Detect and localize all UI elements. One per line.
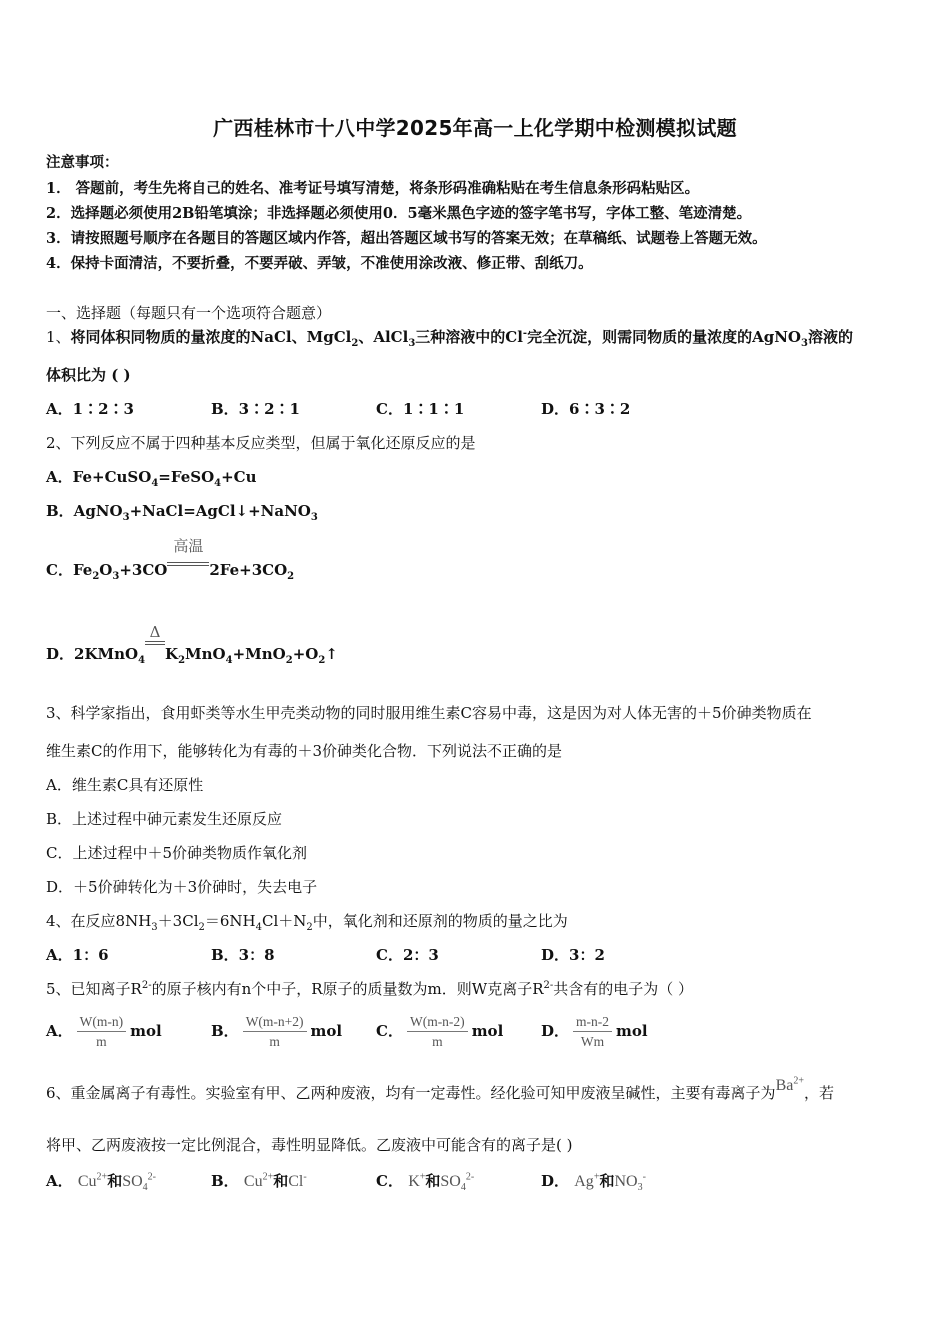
option-c[interactable] [46,537,295,582]
ion-charge: 2- [465,1171,475,1183]
option-d[interactable]: D．3：2 [541,946,605,964]
stem-text: 中，氧化剂和还原剂的物质的量之比为 [312,912,568,930]
option-label: C． [376,1172,403,1190]
stem-text: 、AlCl [358,328,409,346]
option-a[interactable]: A．维生素C具有还原性 [46,776,204,794]
question-1-stem [46,326,853,349]
and-word: 和 [273,1172,289,1190]
option-b[interactable]: B．3∶2∶1 [211,400,300,418]
option-a[interactable] [46,1170,211,1193]
reaction-condition: Δ [149,623,161,641]
stem-text: 将同体积同物质的量浓度的NaCl、MgCl [70,328,352,346]
fraction [407,1014,468,1050]
option-b[interactable] [46,500,318,523]
subscript: 3 [800,338,808,349]
ion-symbol: Ba [775,1077,794,1094]
and-word: 和 [425,1172,441,1190]
superscript: - [522,328,528,339]
option-b[interactable] [211,1170,376,1193]
ion-symbol: NO [614,1173,638,1190]
notes-heading: 注意事项： [46,154,119,171]
option-a[interactable] [46,1014,211,1050]
equals-rule [145,644,165,645]
ion-subscript: 3 [637,1182,643,1194]
question-1-stem-line2: 体积比为 ( ) [46,366,131,384]
note-item: 4．保持卡面清洁，不要折叠，不要弄破、弄皱，不准使用涂改液、修正带、刮纸刀。 [46,255,593,272]
unit: mol [616,1022,648,1040]
subscript: 2 [92,571,100,582]
option-text: +Cu [221,468,257,486]
and-word: 和 [599,1172,615,1190]
denominator: Wm [580,1034,605,1049]
stem-text: 溶液的 [807,328,853,346]
option-text: D．2KMnO [46,645,139,663]
subscript: 3 [112,571,120,582]
subscript: 4 [151,478,159,489]
option-b[interactable]: B．3：8 [211,946,275,964]
question-2-stem: 2、下列反应不属于四种基本反应类型，但属于氧化还原反应的是 [46,434,476,452]
superscript: 2- [543,980,554,991]
subscript: 3 [122,512,130,523]
ion [288,1173,306,1190]
ion-charge: 2+ [96,1171,108,1183]
option-c[interactable]: C．2：3 [376,946,439,964]
option-label: D． [541,1022,570,1040]
stem-text: ，若 [803,1084,834,1102]
stem-text: 的原子核内有n个中子，R原子的质量数为m．则W克离子R [151,980,544,998]
subscript: 3 [408,338,416,349]
ion-symbol: K [408,1173,420,1190]
stem-text: Cl＋N [262,912,307,930]
option-text: C．Fe [46,561,93,579]
question-1-options [46,398,906,419]
option-label: A． [46,1172,73,1190]
option-text: B．AgNO [46,502,123,520]
stem-text: 完全沉淀，则需同物质的量浓度的AgNO [527,328,801,346]
ion [122,1171,156,1194]
option-c[interactable]: C．1∶1∶1 [376,400,465,418]
option-label: B． [211,1172,239,1190]
numerator: W(m-n) [77,1014,126,1032]
stem-text: ＝6NH [204,912,256,930]
note-item: 2．选择题必须使用2B铅笔填涂；非选择题必须使用0．5毫米黑色字迹的签字笔书写，字体工整、笔迹清楚。 [46,205,752,222]
ion-subscript: 4 [460,1182,466,1194]
option-c[interactable]: C．上述过程中＋5价砷类物质作氧化剂 [46,844,308,862]
ion [408,1173,425,1190]
note-item: 3．请按照题号顺序在各题目的答题区域内作答，超出答题区域书写的答案无效；在草稿纸、试题卷上答题无效。 [46,230,767,247]
ion-charge: + [419,1171,426,1183]
unit: mol [130,1022,162,1040]
ion [78,1173,107,1190]
denominator: m [432,1034,443,1049]
option-d[interactable] [46,623,338,666]
ion-symbol: Cu [77,1173,97,1190]
ion-charge: 2+ [262,1171,274,1183]
numerator: W(m-n-2) [407,1014,468,1032]
stem-text: 6、重金属离子有毒性。实验室有甲、乙两种废液，均有一定毒性。经化验可知甲废液呈碱性，主要有毒离子为 [46,1084,776,1102]
denominator: m [269,1034,280,1049]
option-text: +MnO [232,645,286,663]
option-text: +NaCl=AgCl↓+NaNO [129,502,311,520]
ion-symbol: SO [440,1173,461,1190]
question-6-stem [46,1075,834,1103]
option-text: +3CO [119,561,168,579]
question-number: 1、 [46,328,71,346]
fraction [77,1014,126,1050]
reaction-arrow [167,537,209,577]
numerator: m-n-2 [573,1014,612,1032]
and-word: 和 [107,1172,123,1190]
superscript: 2- [141,980,152,991]
subscript: 4 [255,922,262,933]
question-5-stem [46,978,693,999]
subscript: 4 [225,655,233,666]
option-text: K [165,645,179,663]
reaction-arrow [145,623,165,661]
stem-text: ＋3Cl [157,912,199,930]
option-text: ↑ [325,645,338,663]
subscript: 4 [214,478,222,489]
ion-symbol: Cl [288,1173,304,1190]
question-4-options [46,944,906,965]
subscript: 2 [351,338,359,349]
note-item: 1． 答题前，考生先将自己的姓名、准考证号填写清楚，将条形码准确粘贴在考生信息条形码粘贴区。 [46,180,700,197]
option-a[interactable]: A．1∶2∶3 [46,400,134,418]
numerator: W(m-n+2) [243,1014,307,1032]
option-d[interactable] [541,1170,706,1193]
option-d[interactable]: D．＋5价砷转化为＋3价砷时，失去电子 [46,878,318,896]
option-c[interactable] [376,1170,541,1193]
ion [440,1171,475,1194]
question-5-options [46,1014,906,1050]
ion-charge: + [593,1171,600,1183]
ion-charge: - [303,1171,307,1183]
option-text: MnO [185,645,226,663]
stem-text: 共含有的电子为（ ） [553,980,694,998]
option-d[interactable] [541,1014,706,1050]
option-text: O [99,561,113,579]
subscript: 2 [198,922,205,933]
option-text: +O [292,645,319,663]
subscript: 2 [178,655,186,666]
question-6-stem-line2: 将甲、乙两废液按一定比例混合，毒性明显降低。乙废液中可能含有的离子是( ) [46,1136,573,1154]
option-text: 2Fe+3CO [209,561,288,579]
option-label: A． [46,1022,73,1040]
page-title: 广西桂林市十八中学2025年高一上化学期中检测模拟试题 [213,116,737,140]
ion [614,1171,646,1194]
equals-rule [145,641,165,642]
unit: mol [310,1022,343,1040]
option-label: B． [211,1022,239,1040]
equals-rule [167,565,209,566]
fraction [243,1014,307,1050]
ion [244,1173,273,1190]
ion-symbol: Cu [243,1173,263,1190]
subscript: 3 [151,922,158,933]
fraction [573,1014,612,1050]
question-4-stem [46,910,568,933]
ion [574,1173,599,1190]
ion-symbol: SO [122,1173,143,1190]
option-c[interactable] [376,1014,541,1050]
unit: mol [471,1022,504,1040]
question-3-stem-line2: 维生素C的作用下，能够转化为有毒的＋3价砷类化合物．下列说法不正确的是 [46,742,563,760]
subscript: 2 [287,571,295,582]
option-d[interactable]: D．6∶3∶2 [541,400,631,418]
question-6-options [46,1170,906,1193]
denominator: m [96,1034,107,1049]
stem-text: 5、已知离子R [46,980,142,998]
ion-subscript: 4 [142,1182,148,1194]
ion-charge: 2- [147,1171,156,1183]
subscript: 2 [285,655,293,666]
section-heading: 一、选择题（每题只有一个选项符合题意） [46,304,332,322]
option-label: C． [376,1022,403,1040]
option-b[interactable] [211,1014,376,1050]
option-a[interactable] [46,466,257,489]
reaction-condition: 高温 [173,537,204,555]
ion-ba [776,1077,804,1094]
subscript: 2 [318,655,326,666]
ion-charge: - [642,1171,646,1183]
ion-symbol: Ag [574,1173,594,1190]
option-label: D． [541,1172,570,1190]
equals-rule [167,562,209,563]
question-3-stem: 3、科学家指出，食用虾类等水生甲壳类动物的同时服用维生素C容易中毒，这是因为对人体无害的＋5价砷类物质在 [46,704,812,722]
subscript: 3 [310,512,318,523]
stem-text: 4、在反应8NH [46,912,152,930]
option-text: =FeSO [158,468,215,486]
option-text: A．Fe+CuSO [46,468,152,486]
option-b[interactable]: B．上述过程中砷元素发生还原反应 [46,810,283,828]
option-a[interactable]: A．1：6 [46,946,109,964]
subscript: 4 [138,655,146,666]
ion-charge: 2+ [793,1075,804,1087]
subscript: 2 [306,922,313,933]
stem-text: 三种溶液中的Cl [415,328,523,346]
